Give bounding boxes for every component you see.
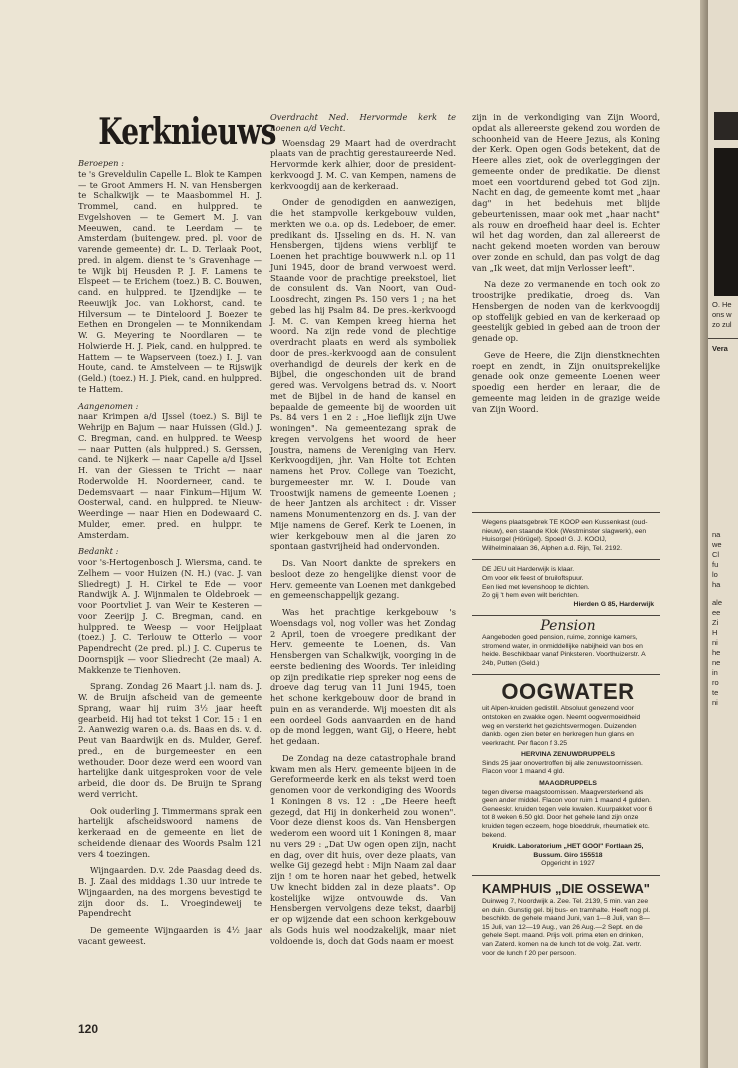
- section-masthead: Kerknieuws: [98, 111, 276, 153]
- ad-line: Zo gij 't hem even wilt berichten.: [482, 592, 579, 600]
- adjacent-image-block: [714, 112, 738, 140]
- ad-pension-text: Aangeboden goed pension, ruime, zonnige kamers, stromend water, in onmiddellijke nabijheid van bos en heide. Beschikbaar vanaf Pinksteren. Voorthuizerstr. A 24b, Putten (Geld.): [482, 633, 646, 667]
- article-paragraph: Was het prachtige kerkgebouw 's Woensdags vol, nog voller was het Zondag 2 April, toen de vroegere predikant der Herv. gemeente te Loenen, ds. Van Hensbergen van Schalkwijk, voorging in de eerste bediening des Woords. Ter inleiding op zijn predikatie riep spreker nog eens de droeve dag terug van 11 Juni 1945, toen het schone kerkgebouw door de brand in puin en as veranderde. Wij moesten dit als een oordeel Gods aanvaarden en de hand op de mond leggen, want Gij, o Heere, hebt het gedaan.: [270, 607, 456, 746]
- ad-lab-address: Kruidk. Laboratorium „HET GOOI" Fortlaan 25, Bussum. Giro 155518: [492, 843, 644, 859]
- ad-oogwater: [472, 674, 660, 875]
- ad-subheading: HERVINA ZENUWDRUPPELS: [520, 751, 616, 759]
- ad-kamphuis-text: Duinweg 7, Noordwijk a. Zee. Tel. 2139, 5 min. van zee en duin. Gunstig gel. bij bus- en tramhalte. Heeft nog pl. beschikb. de gehele maand Juni, van 1—8 Juli, van 8—15 Juli, van 12—19 Aug., van 26 Aug.—2 Sept. en de gehele Sept. maand. Prijs voll. prima eten en drinken, van Zaterd. komen na de lunch tot de volg. Zat. vertr. voor de lunch f 20 per persoon.: [482, 898, 651, 957]
- label-beroepen: Beroepen :: [78, 158, 124, 168]
- ad-kamphuis-title: KAMPHUIS „DIE OSSEWA": [482, 881, 650, 896]
- ad-pension-title: Pension: [540, 618, 596, 635]
- text-sprang: Sprang. Zondag 26 Maart j.l. nam ds. J. W. de Bruijn afscheid van de gemeente Sprang, waar hij ruim 3½ jaar heeft gearbeid. Hij had tot tekst 1 Cor. 15 : 1 en 2. Aanwezig waren o.a. ds. Baas en ds. v. d. Peut van Baardwijk en ds. Mulder, Geref. pred., en de burgemeester en een wethouder. Door deze werd een woord van hartelijke dank uitgesproken voor de vele arbeid, die door ds. De Bruijn te Sprang werd verricht.: [78, 681, 262, 799]
- text-vacant: De gemeente Wijngaarden is 4½ jaar vacant geweest.: [78, 925, 262, 946]
- column-right: [472, 112, 660, 420]
- ad-pension: [472, 615, 660, 674]
- adjacent-text: ale ee Zi H ni he ne in ro te ni: [712, 598, 723, 707]
- book-gutter: [700, 0, 708, 1068]
- ad-te-koop-text: Wegens plaatsgebrek TE KOOP een Kussenkast (oud-nieuw), een staande Klok (Westminster slagwerk), een Huisorgel (Hörügel). Spoed! G. J. KOOIJ, Wilhelminalaan 36, Alphen a.d. Rijn, Tel. 2192.: [482, 519, 648, 552]
- article-paragraph: Geve de Heere, die Zijn dienstknechten roept en zendt, in Zijn onuitsprekelijke genade ook onze gemeente Loenen weer spoedig een herder en leraar, die de gemeente mag leiden in de grazige weide van Zijn Woord.: [472, 349, 660, 414]
- label-aangenomen: Aangenomen :: [78, 400, 139, 411]
- ad-subheading: MAAGDRUPPELS: [539, 780, 597, 788]
- ad-founded: Opgericht in 1927: [541, 860, 595, 868]
- ad-oogwater-text: tegen diverse maagstoornissen. Maagversterkend als geen ander middel. Flacon voor ruim 1 maand 4 gulden. Geneeskr. kruiden tegen vele kwalen. Kuurpakket voor 6 tot 8 weken 6.50 gld. Door het gehele land zijn onze kruiden tegen eczeem, hoge bloeddruk, rheumatiek etc. bekend.: [482, 788, 653, 839]
- article-paragraph: Ds. Van Noort dankte de sprekers en besloot deze zo hengelijke dienst voor de Herv. gemeente van Loenen met dankgebed en gemeenschappelijk gezang.: [270, 558, 456, 601]
- advertisements: [472, 512, 660, 964]
- ad-line: DE JEU uit Harderwijk is klaar.: [482, 566, 575, 574]
- text-bedankt: voor 's-Hertogenbosch J. Wiersma, cand. te Zelhem — voor Huizen (N. H.) (vac. J. van Sliedregt) J. H. Cirkel te Ede — voor Randwijk A. J. Wijnmalen te Oldebroek — voor Poortvliet J. van Weir te Kesteren — voor Zeerijp J. C. Bregman, cand. en hulppred. te Weesp — voor Heijplaat (toez.) J. C. Terlouw te Otterlo — voor Papendrecht (2e pred. pl.) J. C. Cuperus te Doornspijk — voor Sliedrecht (2e maal) A. Makkenze te Tienhoven.: [78, 557, 262, 675]
- article-heading: Overdracht Ned. Hervormde kerk te Loenen a/d Vecht.: [270, 112, 456, 133]
- ad-oogwater-text: Sinds 25 jaar onovertroffen bij alle zenuwstoornissen. Flacon voor 1 maand 4 gld.: [482, 759, 643, 776]
- column-middle: [270, 112, 456, 952]
- ad-line: Om voor elk feest of bruiloftspuur.: [482, 574, 584, 582]
- article-paragraph: Na deze zo vermanende en toch ook zo troostrijke predikatie, droeg ds. Van Hensbergen de noden van de kerkvoogdij op stoffelijk gebied en van de kerkeraad op geestelijk gebied in gebed aan de troon der genade op.: [472, 279, 660, 343]
- ad-oogwater-text: uit Alpen-kruiden gedistill. Absoluut genezend voor ontstoken en zwakke ogen. Neemt oogvermoeidheid weg en versterkt het gezichtsvermogen. Duizenden dankb. ogen zien beter en herkregen hun glans en veerkracht. Per flacon f 3.25: [482, 705, 641, 747]
- ad-line: Een lied met levenshoop te dichten.: [482, 583, 590, 591]
- text-aangenomen: naar Krimpen a/d IJssel (toez.) S. Bijl te Wehrijp en Bajum — naar Huissen (Gld.) J. C. Bregman, cand. en hulppred. te Weesp — naar Putten (als hulppred.) S. Gerssen, cand. te Nijkerk — naar Capelle a/d IJssel H. van der Giessen te Tricht — naar Roderwolde H. Noorderneer, cand. te Dedemsvaart — naar Finkum—Hijum W. Oosterwal, cand. en hulppred. te Nieuw-Weerdinge — naar Hien en Dodewaard C. Mulder, emer. pred. en hulppr. te Amsterdam.: [78, 411, 262, 540]
- text-wijngaarden: Wijngaarden. D.v. 2de Paasdag deed ds. B. J. Zaal des middags 1.30 uur intrede te Wijngaarden, na des morgens bevestigd te zijn door ds. L. Vroegindeweij te Papendrecht: [78, 865, 262, 919]
- text-beroepen: te 's Greveldulin Capelle L. Blok te Kampen — te Groot Ammers H. N. van Hensbergen te Schalkwijk — te Maasbommel H. J. Trommel, cand. en hulppred. te Evgelshoven — te Gemert M. J. van Meeuwen, cand. te Leerdam — te Amsterdam (buitengew. pred. pl. voor de varende gemeente) dr. L. D. Terlaak Poot, pred. in algem. dienst te 's Gravenhage — te Wijk bij Heusden P. J. F. Lamens te Elspeet — te Erichem (toez.) B. C. Bouwen, cand. en hulppred. te IJzendijke — te Reeuwijk Joc. van Lokhorst, cand. te Hilversum — te Dinteloord J. Boezer te Eethen en Drongelen — te Monnikendam W. G. Meyering te Noordlaren — te Holwierde H. J. Piek, cand. en hulppred. te Hattem — te Wapserveen (toez.) I. J. van Houte, cand. te Amstelveen — te Rijswijk (Geld.) (toez.) H. J. Piek, cand. en hulppred. te Hattem.: [78, 168, 262, 394]
- adjacent-text: Vera: [712, 344, 728, 353]
- adjacent-image-block: [714, 148, 738, 296]
- article-paragraph: Woensdag 29 Maart had de overdracht plaats van de prachtig gerestaureerde Ned. Hervormde kerk alhier, door de president-kerkvoogd J. M. C. van Kempen, namens de kerkvoogdij aan de kerkeraad.: [270, 137, 456, 191]
- adjacent-page-edge: [708, 0, 738, 1068]
- ad-hierden: [472, 559, 660, 615]
- page-number: 120: [78, 1022, 99, 1036]
- article-paragraph: Onder de genodigden en aanwezigen, die het stampvolle kerkgebouw vulden, merkten we o.a. op ds. Ledeboer, de emer. predikant ds. IJsseling en ds. H. N. van Hensbergen, tijdens wiens verblijf te Loenen het prachtige bouwwerk n.l. op 11 Juni 1945, door de brand verwoest werd. Staande voor de prachtige preekstoel, liet de consulent ds. Van Noort, van Oud-Loosdrecht, zingen Ps. 150 vers 1 ; na het gebed las hij Psalm 84. De pres.-kerkvoogd J. M. C. van Kempen kreeg hierna het woord. Na zijn rede vond de plechtige overdracht plaats en werd als symboliek door de pres.-kerkvoogd aan de consulent overhandigd de deurels der kerk en de Bijbel, die ongeschonden uit de brand gered was. Vervolgens betrad ds. v. Noort met de Bijbel in de hand de kansel en bepaalde de gemeente bij de woorden uit Ps. 84 vers 1 en 2 : „Hoe lieflijk zijn Uwe woningen". Na gemeentezang sprak de kregen vervolgens het woord de heer Joustra, namens de Vereniging van Herv. Kerkvoogdijen, jhr. Van Holte tot Echten namens het Prov. College van Toezicht, burgemeester mr. W. I. Doude van Troostwijk namens de gemeente Loenen ; de heer Jantzen als architect : dr. Visser namens Monumentenzorg en ds. J. van der Mije namens de Geref. Kerk te Loenen, in wier kerkgebouw men al die jaren zo spontaan gastvrijheid had ondervonden.: [270, 197, 456, 552]
- ad-oogwater-title: OOGWATER: [501, 679, 635, 705]
- article-paragraph: De Zondag na deze catastrophale brand kwam men als Herv. gemeente bijeen in de Gereformeerde kerk en als tekst werd toen genomen voor de verkondiging des Woords 1 Koningen 8 vs. 12 : „De Heere heeft gezegd, dat Hij in donkerheid zou wonen". Voor deze dienst koos ds. Van Hensbergen wederom een woord uit 1 Koningen 8, maar nu vers 29 : „Dat Uw ogen open zijn, nacht en dag, over dit huis, over deze plaats, van welke Gij gezegd hebt : Mijn Naam zal daar zijn ! om te horen naar het gebed, hetwelk Uw knecht bidden zal in deze plaats". Op kostelijke wijze ontvouwde ds. Van Hensbergen vervolgens deze tekst, daarbij er op wijzende dat een schoon kerkgebouw als Gods huis wel noodzakelijk, maar niet voldoende is, doch dat Gods naam er moest: [270, 752, 456, 946]
- column-left: [78, 111, 276, 953]
- text-timmermans: Ook ouderling J. Timmermans sprak een hartelijk afscheidswoord namens de kerkeraad en de gemeente en liet de scheidende dienaar des Woords Psalm 121 vers 4 toezingen.: [78, 805, 262, 859]
- adjacent-text: O. He ons w zo zul: [712, 300, 732, 329]
- article-paragraph: zijn in de verkondiging van Zijn Woord, opdat als allereerste gekend zou worden de schoonheid van de Heere Jezus, als Koning der Kerk. Open ogen Gods betekent, dat de Heere alles ziet, ook de overleggingen der gemeente onder de predikatie. De dienst moet een voortdurend gebed tot God zijn. Nacht en dag, de gemeente komt met „haar dag" in het bedehuis met blijde gebeurtenissen, maar ook met „haar nacht" als rouw en droefheid haar deel is. Echter wil het dag worden, dan zal allereerst de nacht gekend moeten worden van berouw over zonde en schuld, dan pas volgt de dag van „Ik weet, dat mijn Verlosser leeft".: [472, 112, 660, 273]
- ad-kamphuis: [472, 875, 660, 964]
- adjacent-rule: [708, 338, 738, 339]
- adjacent-text: na we Cl fu lo ha: [712, 530, 722, 589]
- ad-te-koop: [472, 512, 660, 559]
- label-bedankt: Bedankt :: [78, 546, 119, 557]
- ad-line-bold: Hierden G 85, Harderwijk: [573, 600, 654, 608]
